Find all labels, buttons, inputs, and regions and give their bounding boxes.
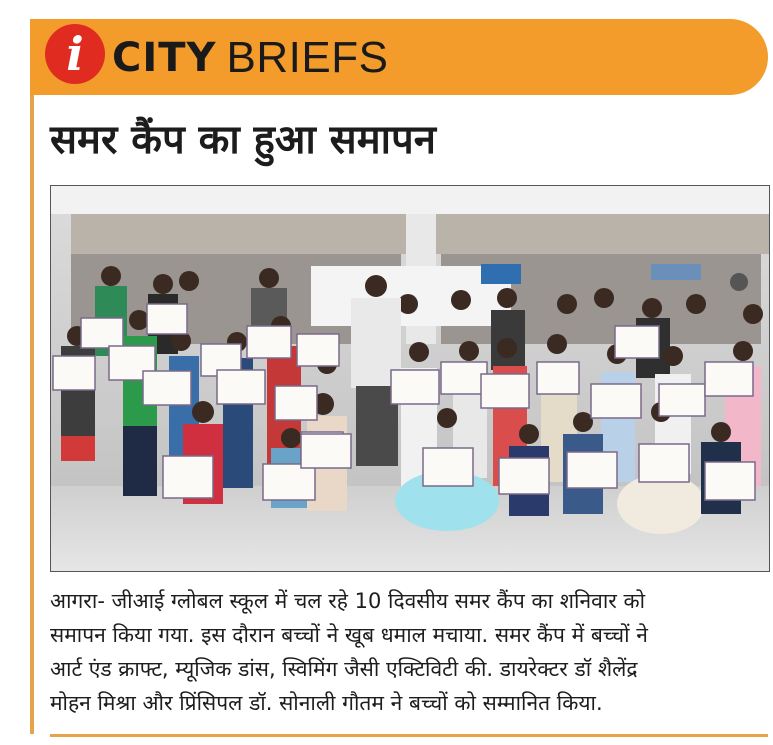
article-body: [50, 584, 768, 720]
group-photo-icon: [51, 186, 769, 571]
section-title-light: BRIEFS: [226, 33, 389, 82]
section-title-bold: CITY: [112, 35, 217, 81]
article-body-line: आगरा- जीआई ग्लोबल स्कूल में चल रहे 10 दिवसीय समर कैंप का शनिवार को: [50, 589, 646, 613]
left-border-rule: [30, 19, 34, 734]
section-title: [112, 30, 388, 86]
group-photo: [50, 185, 770, 572]
info-logo-icon: [45, 24, 105, 84]
article-headline: समर कैंप का हुआ समापन: [50, 117, 436, 163]
article-body-line: समापन किया गया. इस दौरान बच्चों ने खूब धमाल मचाया. समर कैंप में बच्चों ने: [50, 623, 648, 647]
article-body-line: मोहन मिश्रा और प्रिंसिपल डॉ. सोनाली गौतम ने बच्चों को सम्मानित किया.: [50, 691, 603, 715]
logo-letter: i: [66, 27, 84, 81]
bottom-rule: [50, 734, 768, 737]
article-body-line: आर्ट एंड क्राफ्ट, म्यूजिक डांस, स्विमिंग जैसी एक्टिविटी की. डायरेक्टर डॉ शैलेंद्र: [50, 657, 638, 681]
